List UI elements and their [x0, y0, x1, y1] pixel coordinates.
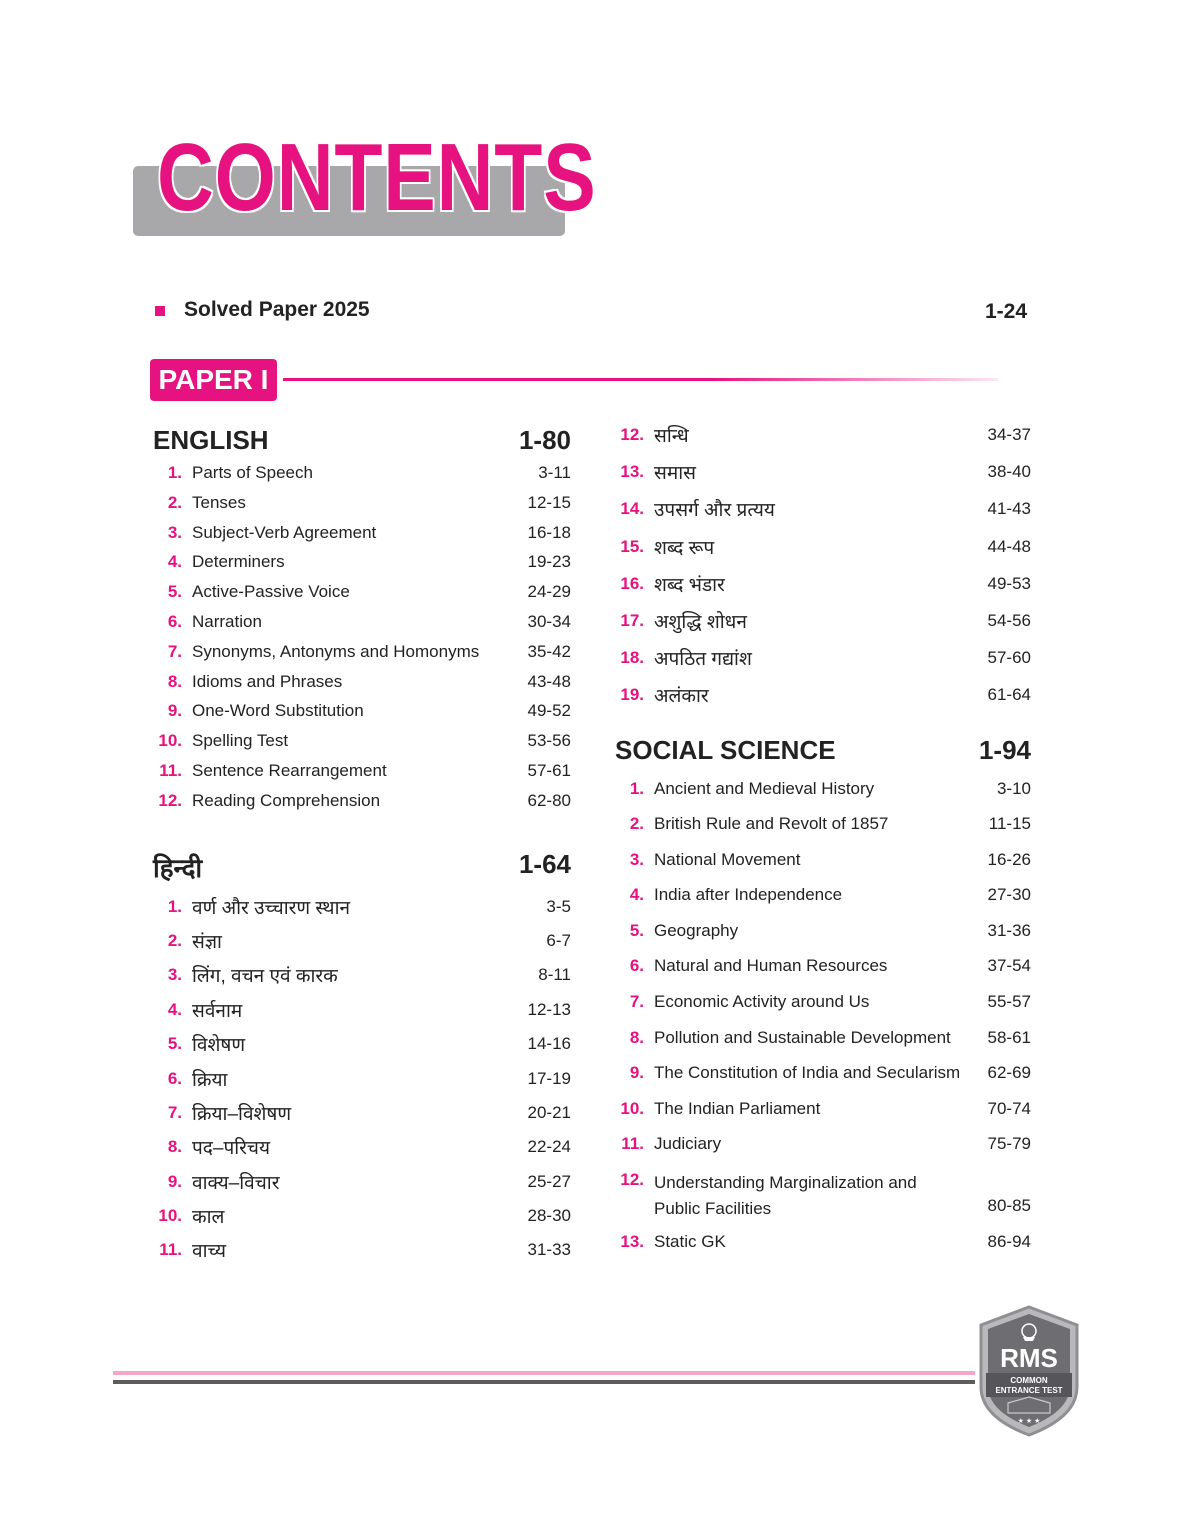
toc-entry[interactable] [153, 897, 571, 931]
entry-pages: 49-53 [987, 573, 1031, 593]
entry-pages: 3-10 [996, 778, 1031, 798]
entry-number: 18. [620, 648, 644, 668]
entry-number: 5. [167, 582, 182, 602]
toc-entry[interactable] [153, 761, 571, 791]
english-list [153, 463, 571, 821]
entry-label: Understanding Marginalization and Public Facilities [654, 1173, 917, 1219]
entry-pages: 57-60 [987, 648, 1031, 668]
entry-pages: 34-37 [987, 425, 1031, 444]
entry-label: National Movement [654, 849, 801, 869]
entry-label: समास [654, 463, 696, 485]
entry-pages: 62-69 [987, 1063, 1031, 1083]
entry-pages: 70-74 [987, 1098, 1031, 1118]
entry-label: लिंग, वचन एवं कारक [192, 966, 338, 988]
entry-label: Sentence Rearrangement [192, 760, 387, 780]
paper-divider-line [283, 378, 998, 381]
toc-entry[interactable] [615, 537, 1031, 574]
toc-entry[interactable] [153, 1034, 571, 1068]
entry-number: 13. [620, 462, 644, 482]
toc-entry[interactable] [153, 731, 571, 761]
entry-label: Economic Activity around Us [654, 992, 870, 1012]
entry-pages: 41-43 [987, 499, 1031, 519]
entry-number: 3. [167, 965, 182, 985]
toc-entry[interactable] [615, 462, 1031, 499]
toc-entry[interactable] [615, 1134, 1031, 1170]
entry-number: 7. [629, 992, 644, 1012]
hindi-list-continued [615, 425, 1031, 723]
toc-entry[interactable] [615, 685, 1031, 722]
toc-entry[interactable] [615, 425, 1031, 462]
entry-pages: 31-33 [527, 1240, 571, 1260]
entry-pages: 54-56 [987, 610, 1031, 630]
toc-entry[interactable] [615, 814, 1031, 850]
entry-number: 6. [167, 1068, 182, 1088]
entry-pages: 19-23 [527, 552, 571, 572]
entry-pages: 17-19 [527, 1068, 571, 1088]
logo-line2-text: ENTRANCE TEST [995, 1386, 1063, 1395]
entry-label: अशुद्धि शोधन [654, 611, 747, 633]
rms-logo-badge [978, 1305, 1080, 1437]
toc-entry[interactable] [153, 1103, 571, 1137]
section-header-social-science[interactable] [615, 735, 1031, 771]
entry-label: वाच्य [192, 1241, 227, 1263]
section-pages: 1-64 [518, 848, 571, 879]
entry-pages: 16-26 [987, 849, 1031, 869]
entry-pages: 43-48 [527, 671, 571, 691]
square-bullet-icon [155, 306, 165, 316]
entry-number: 2. [629, 814, 644, 834]
entry-number: 2. [167, 492, 182, 512]
entry-number: 5. [629, 920, 644, 940]
toc-entry[interactable] [153, 1000, 571, 1034]
entry-pages: 58-61 [987, 1027, 1031, 1047]
entry-pages: 30-34 [527, 611, 571, 631]
entry-pages: 22-24 [527, 1137, 571, 1157]
toc-entry[interactable] [615, 611, 1031, 648]
entry-label: The Indian Parliament [654, 1098, 821, 1118]
entry-label: Spelling Test [192, 731, 289, 751]
entry-pages: 27-30 [987, 885, 1031, 905]
entry-label: Narration [192, 611, 262, 631]
toc-entry[interactable] [153, 463, 571, 493]
stars-icon: ★ ★ ★ [1017, 1418, 1041, 1425]
entry-pages: 80-85 [987, 1196, 1031, 1216]
entry-label: उपसर्ग और प्रत्यय [654, 500, 775, 522]
toc-entry[interactable] [615, 779, 1031, 815]
entry-label: वाक्य–विचार [192, 1172, 280, 1194]
entry-label: क्रिया [192, 1069, 228, 1091]
toc-entry[interactable] [615, 885, 1031, 921]
toc-entry[interactable] [615, 956, 1031, 992]
toc-entry[interactable] [615, 921, 1031, 957]
entry-pages: 86-94 [987, 1232, 1031, 1252]
footer-pink-line [113, 1371, 975, 1375]
entry-label: सर्वनाम [192, 1000, 243, 1022]
entry-pages: 8-11 [538, 965, 571, 985]
entry-label: विशेषण [192, 1035, 246, 1057]
toc-entry[interactable] [153, 552, 571, 582]
entry-pages: 28-30 [527, 1206, 571, 1226]
toc-entry[interactable] [615, 1232, 1031, 1268]
toc-entry[interactable] [615, 992, 1031, 1028]
toc-entry[interactable] [153, 1206, 571, 1240]
entry-number: 6. [629, 956, 644, 976]
entry-number: 13. [620, 1232, 644, 1252]
toc-entry[interactable] [153, 965, 571, 999]
toc-entry[interactable] [153, 701, 571, 731]
entry-number: 15. [620, 536, 644, 556]
entry-label: Idioms and Phrases [192, 671, 343, 691]
entry-label: क्रिया–विशेषण [192, 1103, 292, 1125]
entry-pages: 55-57 [987, 992, 1031, 1012]
section-title: SOCIAL SCIENCE [615, 734, 836, 765]
solved-paper-pages: 1-24 [984, 300, 1027, 323]
right-column [615, 425, 1031, 1268]
toc-entry[interactable] [153, 582, 571, 612]
entry-label: अलंकार [654, 686, 709, 708]
entry-number: 14. [620, 499, 644, 519]
entry-pages: 6-7 [546, 930, 571, 950]
entry-label: पद–परिचय [192, 1138, 271, 1160]
section-pages: 1-94 [978, 734, 1031, 765]
toc-entry[interactable] [615, 648, 1031, 685]
entry-label: अपठित गद्यांश [654, 649, 752, 671]
entry-pages: 24-29 [527, 582, 571, 602]
entry-number: 9. [629, 1063, 644, 1083]
entry-number: 12. [620, 1170, 644, 1190]
entry-label: Subject-Verb Agreement [192, 522, 377, 542]
entry-label: Pollution and Sustainable Development [654, 1027, 951, 1047]
toc-entry[interactable] [153, 493, 571, 523]
toc-entry[interactable] [615, 499, 1031, 536]
entry-label: Parts of Speech [192, 463, 313, 482]
hindi-list [153, 897, 571, 1275]
toc-entry[interactable] [153, 642, 571, 672]
toc-entry[interactable] [153, 1069, 571, 1103]
entry-label: Active-Passive Voice [192, 582, 350, 602]
entry-label: British Rule and Revolt of 1857 [654, 814, 889, 834]
logo-main-text: RMS [1000, 1343, 1058, 1373]
entry-label: The Constitution of India and Secularism [654, 1063, 961, 1083]
entry-number: 4. [167, 552, 182, 572]
section-title: ENGLISH [153, 425, 269, 455]
section-header-english[interactable] [153, 425, 571, 461]
entry-number: 4. [167, 999, 182, 1019]
entry-pages: 62-80 [527, 790, 571, 810]
entry-number: 10. [158, 731, 182, 751]
entry-number: 7. [167, 1102, 182, 1122]
section-pages: 1-80 [518, 425, 571, 455]
entry-number: 8. [629, 1027, 644, 1047]
solved-paper-label: Solved Paper 2025 [184, 298, 370, 321]
entry-label: Synonyms, Antonyms and Homonyms [192, 641, 480, 661]
entry-pages: 12-15 [527, 492, 571, 512]
entry-number: 5. [167, 1034, 182, 1054]
entry-pages: 20-21 [527, 1102, 571, 1122]
toc-entry[interactable] [153, 672, 571, 702]
entry-label: Natural and Human Resources [654, 956, 888, 976]
entry-number: 17. [620, 610, 644, 630]
toc-entry[interactable] [615, 1063, 1031, 1099]
entry-pages: 3-5 [546, 896, 571, 916]
entry-label: One-Word Substitution [192, 701, 364, 721]
entry-number: 9. [167, 701, 182, 721]
entry-number: 4. [629, 885, 644, 905]
entry-number: 1. [167, 896, 182, 916]
entry-number: 10. [620, 1098, 644, 1118]
toc-entry[interactable] [153, 1172, 571, 1206]
entry-pages: 49-52 [527, 701, 571, 721]
entry-pages: 12-13 [527, 999, 571, 1019]
entry-number: 16. [620, 573, 644, 593]
toc-entry[interactable] [153, 931, 571, 965]
entry-pages: 61-64 [987, 685, 1031, 705]
entry-number: 2. [167, 930, 182, 950]
entry-label: Judiciary [654, 1134, 722, 1154]
entry-label: सन्धि [654, 426, 689, 447]
solved-paper-row[interactable] [155, 298, 1027, 328]
entry-label: Tenses [192, 492, 246, 512]
toc-entry[interactable] [153, 523, 571, 553]
entry-number: 3. [629, 849, 644, 869]
entry-number: 11. [159, 760, 182, 780]
page-title: CONTENTS [157, 124, 597, 231]
toc-entry[interactable] [153, 1240, 571, 1274]
entry-number: 9. [167, 1171, 182, 1191]
entry-label: Geography [654, 920, 739, 940]
contents-title-block [133, 124, 597, 238]
entry-label: काल [192, 1207, 225, 1229]
paper-badge: PAPER I [150, 359, 277, 401]
entry-number: 3. [167, 522, 182, 542]
entry-pages: 37-54 [987, 956, 1031, 976]
section-title: हिन्दी [153, 852, 203, 883]
entry-label: Reading Comprehension [192, 790, 381, 810]
entry-label: संज्ञा [192, 931, 222, 953]
entry-number: 6. [167, 611, 182, 631]
entry-number: 7. [167, 641, 182, 661]
toc-entry[interactable] [615, 1099, 1031, 1135]
entry-number: 12. [620, 425, 644, 444]
toc-entry[interactable] [153, 1137, 571, 1171]
logo-line1-text: COMMON [1010, 1376, 1048, 1385]
toc-entry[interactable] [153, 612, 571, 642]
entry-pages: 16-18 [527, 522, 571, 542]
entry-label: Determiners [192, 552, 285, 572]
entry-pages: 57-61 [527, 760, 571, 780]
entry-pages: 31-36 [987, 920, 1031, 940]
entry-pages: 35-42 [527, 641, 571, 661]
entry-pages: 11-15 [988, 814, 1031, 834]
footer-gray-line [113, 1380, 975, 1384]
entry-number: 1. [629, 778, 644, 798]
toc-entry[interactable] [615, 574, 1031, 611]
entry-pages: 44-48 [987, 536, 1031, 556]
entry-label: वर्ण और उच्चारण स्थान [192, 897, 351, 919]
entry-pages: 25-27 [527, 1171, 571, 1191]
toc-entry[interactable] [615, 1170, 1031, 1232]
entry-label: India after Independence [654, 885, 843, 905]
toc-entry[interactable] [153, 791, 571, 821]
left-column [153, 425, 571, 1275]
entry-label: Static GK [654, 1232, 726, 1252]
section-header-hindi[interactable] [153, 849, 571, 885]
entry-pages: 53-56 [527, 731, 571, 751]
entry-number: 8. [167, 1137, 182, 1157]
entry-number: 8. [167, 671, 182, 691]
entry-pages: 75-79 [987, 1134, 1031, 1154]
entry-label: Ancient and Medieval History [654, 778, 875, 798]
entry-label: शब्द भंडार [654, 574, 725, 596]
entry-number: 19. [620, 685, 644, 705]
toc-entry[interactable] [615, 850, 1031, 886]
social-science-list [615, 779, 1031, 1268]
entry-number: 12. [158, 790, 182, 810]
entry-pages: 38-40 [987, 462, 1031, 482]
entry-number: 11. [159, 1240, 182, 1260]
entry-number: 10. [158, 1206, 182, 1226]
entry-label: शब्द रूप [654, 537, 715, 559]
entry-pages: 3-11 [538, 463, 571, 482]
entry-number: 11. [621, 1134, 644, 1154]
entry-number: 1. [167, 463, 182, 482]
toc-entry[interactable] [615, 1028, 1031, 1064]
entry-pages: 14-16 [527, 1034, 571, 1054]
